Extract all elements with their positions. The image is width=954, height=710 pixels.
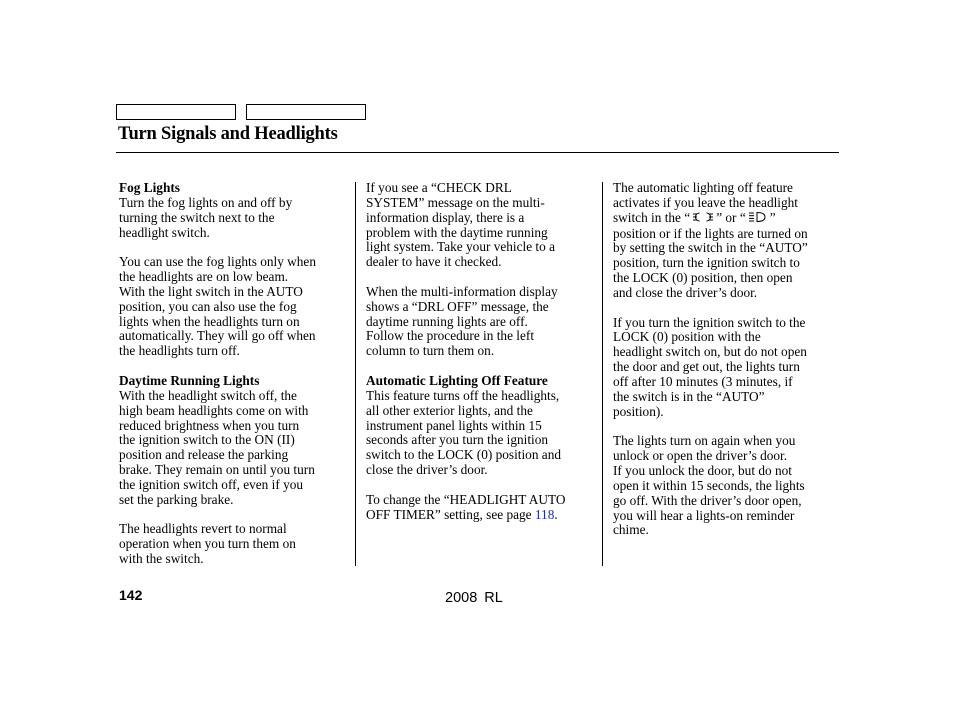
text-line: and close the driver’s door. bbox=[613, 284, 758, 300]
ignition-lock-paragraph bbox=[613, 316, 843, 420]
column-2 bbox=[366, 181, 596, 537]
text-line: chime. bbox=[613, 522, 649, 538]
drl-off-paragraph bbox=[366, 285, 596, 359]
text-line: seconds after you turn the ignition bbox=[366, 432, 549, 448]
text-line: information display, there is a bbox=[366, 209, 525, 225]
text-line: This feature turns off the headlights, bbox=[366, 387, 560, 403]
column-divider-1 bbox=[355, 182, 356, 566]
text-line: brake. They remain on until you turn bbox=[119, 462, 315, 478]
text-line: turning the switch next to the bbox=[119, 209, 275, 225]
text-line: dealer to have it checked. bbox=[366, 254, 502, 270]
page-number: 142 bbox=[119, 587, 143, 603]
text-line: automatically. They will go off when bbox=[119, 328, 316, 344]
lights-turn-on-paragraph bbox=[613, 434, 843, 538]
text-line: shows a “DRL OFF” message, the bbox=[366, 298, 549, 314]
text-line: position, you can also use the fog bbox=[119, 298, 297, 314]
column-divider-2 bbox=[602, 182, 603, 566]
auto-lighting-off-paragraph bbox=[366, 389, 596, 478]
text-line: headlight switch. bbox=[119, 224, 210, 240]
column-1 bbox=[119, 181, 349, 582]
drl-paragraph-2 bbox=[119, 522, 349, 567]
text-line: position, turn the ignition switch to bbox=[613, 255, 800, 271]
text-line: the headlights are on low beam. bbox=[119, 269, 289, 285]
text-line: The lights turn on again when you bbox=[613, 433, 796, 449]
change-timer-paragraph: To change the “HEADLIGHT AUTO OFF TIMER” setting, see page 118. bbox=[366, 491, 566, 522]
text-line: SYSTEM” message on the multi- bbox=[366, 194, 545, 210]
text-line: reduced brightness when you turn bbox=[119, 417, 300, 433]
headlights-icon bbox=[748, 211, 768, 227]
column-3 bbox=[613, 181, 843, 553]
text-line: headlight switch on, but do not open bbox=[613, 344, 807, 360]
footer-model: 2008 RL bbox=[445, 590, 503, 606]
drl-heading: Daytime Running Lights bbox=[119, 372, 260, 388]
text-line: by setting the switch in the “AUTO” bbox=[613, 240, 808, 256]
fog-lights-paragraph-2 bbox=[119, 255, 349, 359]
text-line: Follow the procedure in the left bbox=[366, 328, 535, 344]
text-line: problem with the daytime running bbox=[366, 224, 548, 240]
text-line: If you unlock the door, but do not bbox=[613, 463, 792, 479]
auto-lighting-off-heading: Automatic Lighting Off Feature bbox=[366, 372, 548, 388]
text-line: If you see a “CHECK DRL bbox=[366, 180, 512, 195]
text-line: position or if the lights are turned on bbox=[613, 225, 808, 241]
text-line: LOCK (0) position with the bbox=[613, 329, 761, 345]
text-line: high beam headlights come on with bbox=[119, 402, 309, 418]
text-line: the door and get out, the lights turn bbox=[613, 359, 800, 375]
text-line: When the multi-information display bbox=[366, 283, 558, 299]
text-line: switch to the LOCK (0) position and bbox=[366, 447, 561, 463]
nav-tab-right[interactable] bbox=[246, 104, 366, 120]
text-line: set the parking brake. bbox=[119, 491, 234, 507]
text-line: Turn the fog lights on and off by bbox=[119, 194, 293, 210]
text-line: open it within 15 seconds, the lights bbox=[613, 477, 805, 493]
nav-tab-left[interactable] bbox=[116, 104, 236, 120]
page-title: Turn Signals and Headlights bbox=[118, 124, 338, 144]
text-line: go off. With the driver’s door open, bbox=[613, 492, 802, 508]
text-line: With the light switch in the AUTO bbox=[119, 283, 303, 299]
text-line: the headlights turn off. bbox=[119, 343, 240, 359]
text-line: daytime running lights are off. bbox=[366, 313, 528, 329]
page-118-link[interactable]: 118 bbox=[534, 506, 555, 522]
text-line: the ignition switch to the ON (II) bbox=[119, 432, 295, 448]
text-line: the LOCK (0) position, then open bbox=[613, 270, 793, 286]
fog-lights-heading: Fog Lights bbox=[119, 180, 180, 195]
parking-lights-icon bbox=[692, 211, 714, 227]
text-line: lights when the headlights turn on bbox=[119, 313, 300, 329]
text-line: with the switch. bbox=[119, 551, 204, 567]
text-line: column to turn them on. bbox=[366, 343, 495, 359]
text-line: With the headlight switch off, the bbox=[119, 387, 297, 403]
text-line: The headlights revert to normal bbox=[119, 521, 287, 537]
text-line: off after 10 minutes (3 minutes, if bbox=[613, 374, 793, 389]
text-line: light system. Take your vehicle to a bbox=[366, 239, 555, 255]
text-line: instrument panel lights within 15 bbox=[366, 417, 542, 433]
text-line: unlock or open the driver’s door. bbox=[613, 448, 788, 464]
text-line: you will hear a lights-on reminder bbox=[613, 507, 795, 523]
text-line: position). bbox=[613, 403, 664, 419]
text-line: the switch is in the “AUTO” bbox=[613, 388, 765, 404]
text-line: You can use the fog lights only when bbox=[119, 254, 316, 270]
text-line: close the driver’s door. bbox=[366, 462, 488, 478]
check-drl-paragraph bbox=[366, 181, 596, 270]
text-line: the ignition switch off, even if you bbox=[119, 476, 304, 492]
text-line: all other exterior lights, and the bbox=[366, 402, 533, 418]
auto-off-feature-paragraph: The automatic lighting off feature activates if you leave the headlight switch in the “ ” or “ ” position or if the lights are turned on by setting the switch in the “AUTO” position, turn the ignition switch to the LOCK (0) position, then open and close the driver’s door. bbox=[613, 181, 843, 301]
text-line: If you turn the ignition switch to the bbox=[613, 314, 806, 330]
title-rule bbox=[116, 152, 839, 153]
text-line: operation when you turn them on bbox=[119, 536, 296, 552]
drl-paragraph-1 bbox=[119, 389, 349, 508]
text-line: position and release the parking bbox=[119, 447, 289, 463]
fog-lights-paragraph-1 bbox=[119, 196, 349, 241]
